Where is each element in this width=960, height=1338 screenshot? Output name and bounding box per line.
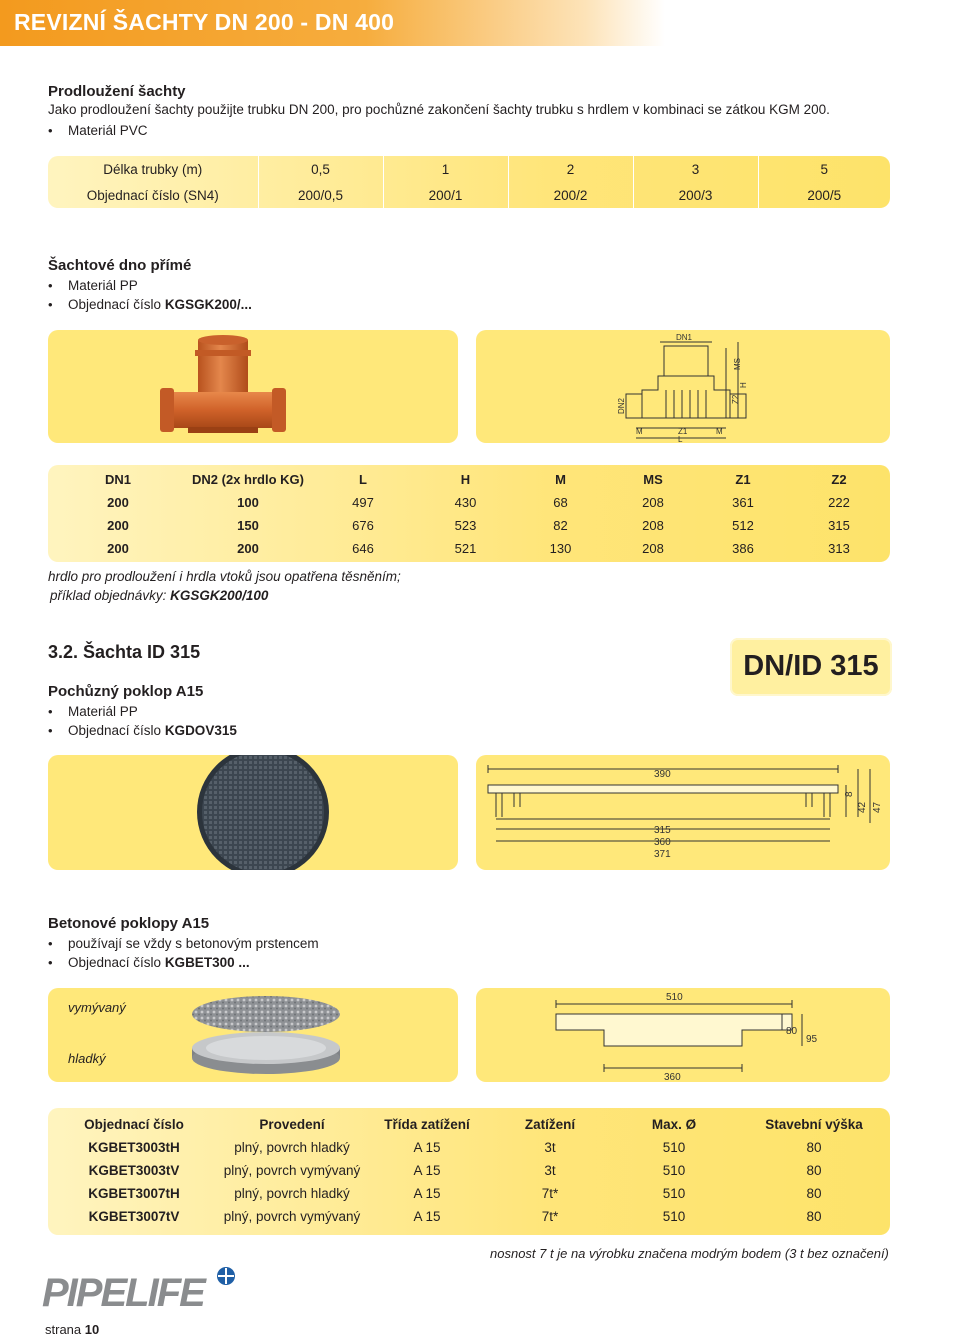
table-cell: 386	[732, 541, 754, 556]
label-smooth: hladký	[68, 1051, 106, 1066]
table-row	[48, 182, 890, 208]
page-prefix: strana	[45, 1322, 85, 1337]
table-row	[48, 156, 890, 182]
table-cell: 1	[383, 156, 508, 182]
table-cell: 80	[806, 1163, 822, 1178]
table-cell: 200/1	[383, 182, 508, 208]
page-header-bar	[0, 0, 665, 46]
table-cell: 521	[454, 541, 477, 556]
dn-badge	[730, 638, 892, 696]
table-cell: KGBET3007tV	[88, 1209, 180, 1224]
concrete-covers-photo	[188, 992, 348, 1078]
table-cell: 5	[758, 156, 890, 182]
table-cell: 510	[662, 1140, 686, 1155]
extension-table-panel	[48, 156, 890, 208]
cover-title: Pochůzný poklop A15	[48, 683, 204, 700]
cover-diagram-panel	[476, 755, 890, 870]
bullet-order-number	[48, 953, 319, 972]
bottom-title: Šachtové dno přímé	[48, 257, 192, 274]
logo-text: PIPELIFE	[42, 1271, 204, 1315]
diagram-label: M	[716, 427, 723, 436]
table-cell: 361	[732, 495, 754, 510]
bullet-material: • Materiál PP	[48, 276, 252, 295]
bottom-bullets	[48, 276, 252, 314]
table-header: Max. Ø	[651, 1117, 697, 1132]
concrete-footnote: nosnost 7 t je na výrobku značena modrým bodem (3 t bez označení)	[490, 1246, 889, 1261]
concrete-photo-panel	[48, 988, 458, 1082]
table-header: DN1	[104, 472, 131, 487]
dim-label: 510	[666, 992, 683, 1003]
concrete-title: Betonové poklopy A15	[48, 915, 210, 932]
order-code: KGDOV315	[164, 723, 237, 738]
cover-photo	[48, 755, 458, 870]
table-cell: 7t*	[541, 1186, 559, 1201]
table-cell: A 15	[413, 1140, 441, 1155]
table-cell: 208	[642, 495, 664, 510]
diagram-label: MS	[733, 358, 742, 370]
table-cell: plný, povrch hladký	[234, 1186, 350, 1201]
table-cell: Objednací číslo (SN4)	[86, 187, 219, 203]
diagram-label: DN1	[676, 333, 693, 342]
dim-label: 390	[654, 769, 671, 780]
dim-label: 360	[654, 837, 671, 848]
table-cell: KGBET3007tH	[88, 1186, 180, 1201]
table-cell: 676	[352, 518, 374, 533]
order-example-prefix: příklad objednávky:	[50, 588, 171, 603]
bottom-table-panel	[48, 465, 890, 562]
order-code: KGSGK200/...	[164, 297, 252, 312]
bullet-material: • Materiál PVC	[48, 121, 148, 140]
table-cell: 222	[828, 495, 850, 510]
shaft-bottom-diagram	[476, 330, 890, 443]
table-cell: 100	[237, 495, 259, 510]
shaft-bottom-photo	[48, 330, 458, 443]
concrete-table-panel	[48, 1108, 890, 1235]
table-cell: 200	[107, 518, 129, 533]
table-cell: 200/2	[508, 182, 633, 208]
table-cell: Délka trubky (m)	[103, 161, 203, 177]
table-cell: 510	[662, 1163, 686, 1178]
table-row	[48, 537, 890, 560]
table-cell: 80	[806, 1186, 822, 1201]
table-header: M	[555, 472, 566, 487]
table-cell: 208	[642, 518, 664, 533]
table-cell: KGBET3003tH	[88, 1140, 180, 1155]
table-header: Z2	[831, 472, 847, 487]
table-cell: 200	[237, 541, 259, 556]
table-cell: 80	[806, 1140, 822, 1155]
table-cell: KGBET3003tV	[88, 1163, 180, 1178]
bottom-photo-panel	[48, 330, 458, 443]
table-header: Provedení	[259, 1117, 325, 1132]
bullet-order-number	[48, 721, 237, 740]
dn-badge-text: DN/ID 315	[743, 650, 879, 682]
order-prefix: Objednací číslo	[68, 723, 165, 738]
concrete-table	[48, 1113, 890, 1228]
table-row	[48, 514, 890, 537]
dim-label: 360	[664, 1072, 681, 1082]
table-cell: 150	[237, 518, 259, 533]
pipelife-logo	[42, 1262, 252, 1316]
bottom-note: hrdlo pro prodloužení i hrdla vtoků jsou opatřena těsněním;	[48, 569, 401, 584]
table-cell: 313	[828, 541, 850, 556]
order-prefix: Objednací číslo	[68, 955, 165, 970]
table-header: MS	[643, 472, 663, 487]
page-number	[45, 1322, 99, 1337]
diagram-label: Z1	[678, 427, 688, 436]
table-header: L	[359, 472, 367, 487]
table-header-row	[48, 1113, 890, 1136]
table-row	[48, 491, 890, 514]
table-row	[48, 1182, 890, 1205]
table-header: Z1	[735, 472, 751, 487]
table-cell: 0,5	[258, 156, 383, 182]
table-cell: 430	[454, 495, 477, 510]
table-cell: plný, povrch vymývaný	[223, 1163, 361, 1178]
table-cell: 130	[549, 541, 572, 556]
table-cell: 510	[662, 1209, 686, 1224]
table-cell: 3t	[544, 1163, 556, 1178]
extension-text: Jako prodloužení šachty použijte trubku DN 200, pro pochůzné zakončení šachty trubku s hrdlem v kombinaci se zátkou KGM 200.	[48, 102, 830, 117]
table-row	[48, 1205, 890, 1228]
extension-title: Prodloužení šachty	[48, 83, 186, 100]
table-cell: 200/5	[758, 182, 890, 208]
table-cell: 3t	[544, 1140, 556, 1155]
table-cell: A 15	[413, 1209, 441, 1224]
table-cell: 315	[828, 518, 850, 533]
pipelife-logo-graphic	[42, 1262, 252, 1316]
table-cell: 2	[508, 156, 633, 182]
table-cell: 200/0,5	[258, 182, 383, 208]
table-cell: 82	[553, 518, 568, 533]
cover-bullets	[48, 702, 237, 740]
concrete-diagram-panel	[476, 988, 890, 1082]
diagram-label: L	[678, 435, 683, 443]
dim-label: 42	[857, 801, 868, 813]
order-example-code: KGSGK200/100	[170, 588, 269, 603]
diagram-label: Z2	[731, 394, 740, 404]
table-cell: 497	[352, 495, 374, 510]
dim-label: 47	[872, 801, 883, 813]
label-washed: vymývaný	[68, 1000, 126, 1015]
dim-label: 8	[844, 791, 855, 797]
table-cell: A 15	[413, 1186, 441, 1201]
bottom-diagram-panel	[476, 330, 890, 443]
concrete-diagram	[476, 988, 890, 1082]
bullet-order-number	[48, 295, 252, 314]
order-code: KGBET300 ...	[164, 955, 250, 970]
extension-bullets	[48, 121, 148, 140]
cover-diagram	[476, 755, 890, 870]
table-header: Stavební výška	[765, 1117, 863, 1132]
diagram-label: M	[636, 427, 643, 436]
bottom-order-example	[50, 588, 268, 603]
dim-label: 371	[654, 849, 671, 860]
table-cell: 512	[732, 518, 754, 533]
dim-label: 95	[806, 1034, 818, 1045]
table-cell: plný, povrch hladký	[234, 1140, 350, 1155]
table-row	[48, 1136, 890, 1159]
table-cell: 200	[107, 541, 129, 556]
page-num: 10	[84, 1322, 100, 1337]
table-cell: 523	[454, 518, 477, 533]
table-cell: 7t*	[541, 1209, 559, 1224]
cover-photo-panel	[48, 755, 458, 870]
page-title: REVIZNÍ ŠACHTY DN 200 - DN 400	[14, 9, 395, 35]
concrete-bullets	[48, 934, 319, 972]
table-header: DN2 (2x hrdlo KG)	[192, 472, 304, 487]
table-cell: 208	[642, 541, 664, 556]
table-cell: 68	[553, 495, 568, 510]
table-cell: 200/3	[633, 182, 758, 208]
bottom-table	[48, 468, 890, 560]
table-header: Třída zatížení	[384, 1117, 470, 1132]
table-cell: 646	[352, 541, 374, 556]
table-row	[48, 1159, 890, 1182]
table-cell: 80	[806, 1209, 822, 1224]
table-header: Zatížení	[524, 1117, 576, 1132]
dim-label: 80	[786, 1026, 798, 1037]
extension-table	[48, 156, 890, 208]
table-cell: 510	[662, 1186, 686, 1201]
table-header-row	[48, 468, 890, 491]
bullet-usage: • používají se vždy s betonovým prstencem	[48, 934, 319, 953]
section-title-shaft: 3.2. Šachta ID 315	[48, 642, 201, 662]
table-cell: 200	[107, 495, 129, 510]
table-cell: plný, povrch vymývaný	[223, 1209, 361, 1224]
table-header: H	[460, 472, 471, 487]
diagram-label: DN2	[617, 397, 626, 414]
table-cell: 3	[633, 156, 758, 182]
table-cell: A 15	[413, 1163, 441, 1178]
order-prefix: Objednací číslo	[68, 297, 165, 312]
table-header: Objednací číslo	[84, 1117, 184, 1132]
dim-label: 315	[654, 825, 671, 836]
bullet-material: • Materiál PP	[48, 702, 237, 721]
diagram-label: H	[739, 382, 748, 388]
